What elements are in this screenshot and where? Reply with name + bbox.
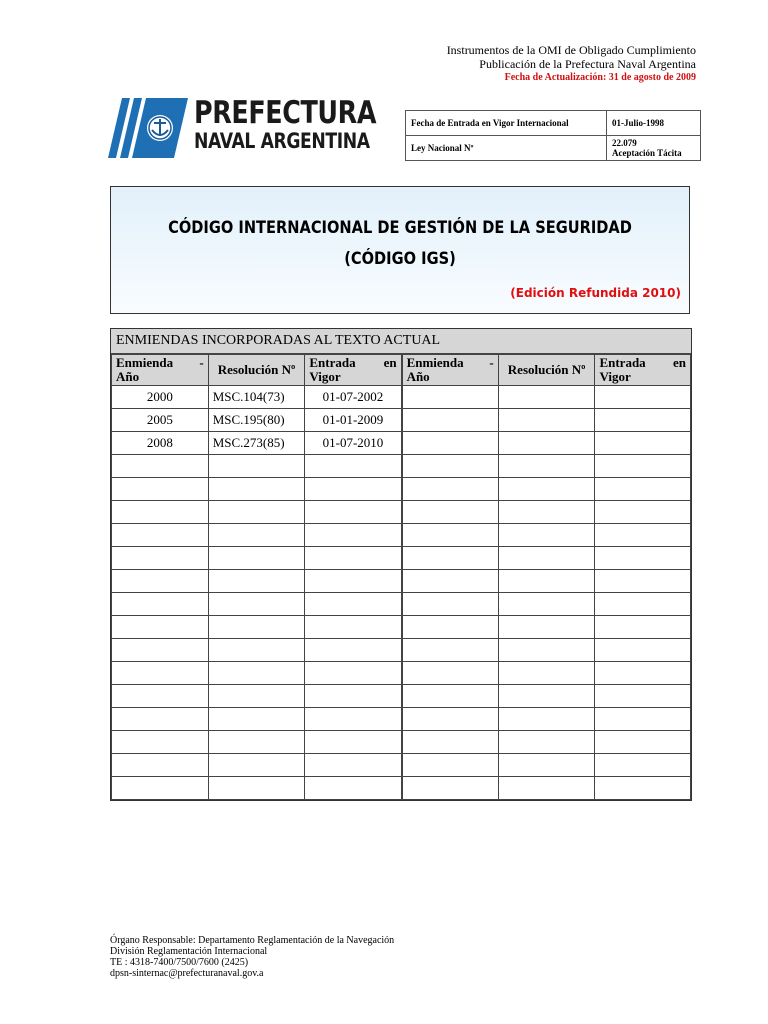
table-row	[112, 593, 691, 616]
info-label: Fecha de Entrada en Vigor Internacional	[406, 111, 607, 136]
empty-cell	[498, 754, 595, 777]
empty-cell	[112, 685, 209, 708]
empty-cell	[402, 593, 499, 616]
table-row	[112, 524, 691, 547]
empty-cell	[112, 570, 209, 593]
empty-cell	[208, 570, 305, 593]
empty-cell	[208, 685, 305, 708]
empty-cell	[208, 547, 305, 570]
empty-cell	[595, 524, 691, 547]
empty-cell	[595, 731, 691, 754]
empty-cell	[595, 547, 691, 570]
empty-cell	[208, 639, 305, 662]
info-table	[405, 110, 701, 161]
empty-cell	[112, 478, 209, 501]
empty-cell	[402, 685, 499, 708]
empty-cell	[305, 685, 402, 708]
empty-cell	[498, 639, 595, 662]
empty-cell	[305, 662, 402, 685]
title-box	[110, 186, 690, 314]
header-line-1: Instrumentos de la OMI de Obligado Cumplimiento	[446, 43, 696, 57]
empty-cell	[402, 662, 499, 685]
empty-cell	[112, 455, 209, 478]
empty-cell	[208, 662, 305, 685]
table-row	[112, 570, 691, 593]
table-row	[112, 455, 691, 478]
header-resolucion: Resolución Nº	[208, 355, 305, 386]
empty-cell	[498, 478, 595, 501]
table-row	[112, 685, 691, 708]
empty-cell	[595, 570, 691, 593]
empty-cell	[595, 777, 691, 800]
empty-cell	[498, 409, 595, 432]
header-enmienda: Enmienda - Año	[402, 355, 499, 386]
empty-cell	[208, 777, 305, 800]
info-value: 01-Julio-1998	[607, 111, 701, 136]
info-row-entry	[406, 111, 701, 136]
prefectura-logo	[108, 95, 377, 158]
empty-cell	[208, 455, 305, 478]
empty-cell	[112, 593, 209, 616]
empty-cell	[498, 547, 595, 570]
empty-cell	[402, 455, 499, 478]
table-row	[112, 478, 691, 501]
empty-cell	[208, 616, 305, 639]
empty-cell	[305, 570, 402, 593]
empty-cell	[498, 524, 595, 547]
table-row	[112, 754, 691, 777]
empty-cell	[498, 685, 595, 708]
amendment-resolution: MSC.195(80)	[208, 409, 305, 432]
empty-cell	[402, 432, 499, 455]
empty-cell	[498, 616, 595, 639]
empty-cell	[402, 524, 499, 547]
empty-cell	[595, 685, 691, 708]
header-resolucion: Resolución Nº	[498, 355, 595, 386]
document-header	[296, 43, 696, 84]
logo-line-1: PREFECTURA	[194, 95, 377, 131]
empty-cell	[498, 432, 595, 455]
info-row-law	[406, 136, 701, 161]
empty-cell	[595, 616, 691, 639]
empty-cell	[402, 754, 499, 777]
empty-cell	[112, 547, 209, 570]
empty-cell	[208, 754, 305, 777]
empty-cell	[595, 662, 691, 685]
footer-line-2: División Reglamentación Internacional	[110, 946, 268, 957]
empty-cell	[498, 501, 595, 524]
anchor-emblem-icon	[108, 98, 192, 158]
empty-cell	[305, 593, 402, 616]
update-date: Fecha de Actualización: 31 de agosto de 2009	[504, 72, 696, 83]
empty-cell	[595, 386, 691, 409]
empty-cell	[402, 547, 499, 570]
amendment-year: 2008	[112, 432, 209, 455]
table-row	[112, 547, 691, 570]
empty-cell	[305, 639, 402, 662]
empty-cell	[595, 409, 691, 432]
empty-cell	[402, 708, 499, 731]
table-row	[112, 432, 691, 455]
amendments-title: ENMIENDAS INCORPORADAS AL TEXTO ACTUAL	[111, 329, 691, 354]
empty-cell	[208, 731, 305, 754]
empty-cell	[402, 731, 499, 754]
logo-line-2: NAVAL ARGENTINA	[194, 129, 370, 153]
empty-cell	[402, 478, 499, 501]
empty-cell	[498, 455, 595, 478]
table-row	[112, 708, 691, 731]
empty-cell	[305, 616, 402, 639]
law-number: 22.079	[612, 138, 637, 148]
empty-cell	[112, 616, 209, 639]
empty-cell	[305, 754, 402, 777]
empty-cell	[112, 731, 209, 754]
empty-cell	[112, 501, 209, 524]
empty-cell	[112, 777, 209, 800]
empty-cell	[208, 501, 305, 524]
empty-cell	[595, 593, 691, 616]
empty-cell	[498, 593, 595, 616]
info-label: Ley Nacional Nº	[406, 136, 607, 161]
empty-cell	[595, 501, 691, 524]
empty-cell	[498, 386, 595, 409]
empty-cell	[498, 731, 595, 754]
empty-cell	[112, 639, 209, 662]
empty-cell	[305, 455, 402, 478]
amendment-resolution: MSC.104(73)	[208, 386, 305, 409]
empty-cell	[595, 455, 691, 478]
empty-cell	[305, 547, 402, 570]
table-row	[112, 386, 691, 409]
empty-cell	[402, 639, 499, 662]
amendment-date: 01-07-2002	[305, 386, 402, 409]
header-enmienda: Enmienda - Año	[112, 355, 209, 386]
amendments-table	[110, 328, 692, 801]
empty-cell	[208, 708, 305, 731]
table-row	[112, 409, 691, 432]
empty-cell	[112, 708, 209, 731]
empty-cell	[595, 754, 691, 777]
empty-cell	[595, 708, 691, 731]
empty-cell	[498, 570, 595, 593]
empty-cell	[112, 662, 209, 685]
empty-cell	[305, 777, 402, 800]
law-acceptance: Aceptación Tácita	[612, 148, 682, 158]
table-row	[112, 639, 691, 662]
table-row	[112, 662, 691, 685]
empty-cell	[402, 409, 499, 432]
empty-cell	[305, 501, 402, 524]
empty-cell	[402, 616, 499, 639]
empty-cell	[402, 570, 499, 593]
empty-cell	[498, 777, 595, 800]
empty-cell	[402, 386, 499, 409]
table-row	[112, 501, 691, 524]
empty-cell	[208, 478, 305, 501]
empty-cell	[402, 777, 499, 800]
edition-label: (Edición Refundida 2010)	[510, 286, 681, 300]
footer	[110, 935, 394, 979]
empty-cell	[402, 501, 499, 524]
amendment-year: 2005	[112, 409, 209, 432]
empty-cell	[595, 478, 691, 501]
amendment-resolution: MSC.273(85)	[208, 432, 305, 455]
empty-cell	[498, 708, 595, 731]
empty-cell	[112, 754, 209, 777]
empty-cell	[595, 432, 691, 455]
logo-text	[194, 95, 377, 153]
empty-cell	[305, 708, 402, 731]
amendments-header-row	[112, 355, 691, 386]
header-entrada: Entrada en Vigor	[305, 355, 402, 386]
empty-cell	[305, 524, 402, 547]
empty-cell	[498, 662, 595, 685]
amendment-date: 01-01-2009	[305, 409, 402, 432]
footer-line-1: Órgano Responsable: Departamento Reglamentación de la Navegación	[110, 935, 395, 946]
header-line-2: Publicación de la Prefectura Naval Argentina	[479, 57, 696, 71]
header-entrada: Entrada en Vigor	[595, 355, 691, 386]
amendment-year: 2000	[112, 386, 209, 409]
empty-cell	[112, 524, 209, 547]
table-row	[112, 777, 691, 800]
document-title: CÓDIGO INTERNACIONAL DE GESTIÓN DE LA SEGURIDAD	[168, 218, 632, 238]
footer-line-4: dpsn-sinternac@prefecturanaval.gov.a	[110, 968, 264, 979]
info-value	[607, 136, 701, 161]
empty-cell	[305, 478, 402, 501]
empty-cell	[305, 731, 402, 754]
amendment-date: 01-07-2010	[305, 432, 402, 455]
empty-cell	[208, 593, 305, 616]
document-subtitle: (CÓDIGO IGS)	[344, 249, 456, 269]
table-row	[112, 731, 691, 754]
footer-line-3: TE : 4318-7400/7500/7600 (2425)	[110, 957, 249, 968]
empty-cell	[595, 639, 691, 662]
table-row	[112, 616, 691, 639]
empty-cell	[208, 524, 305, 547]
